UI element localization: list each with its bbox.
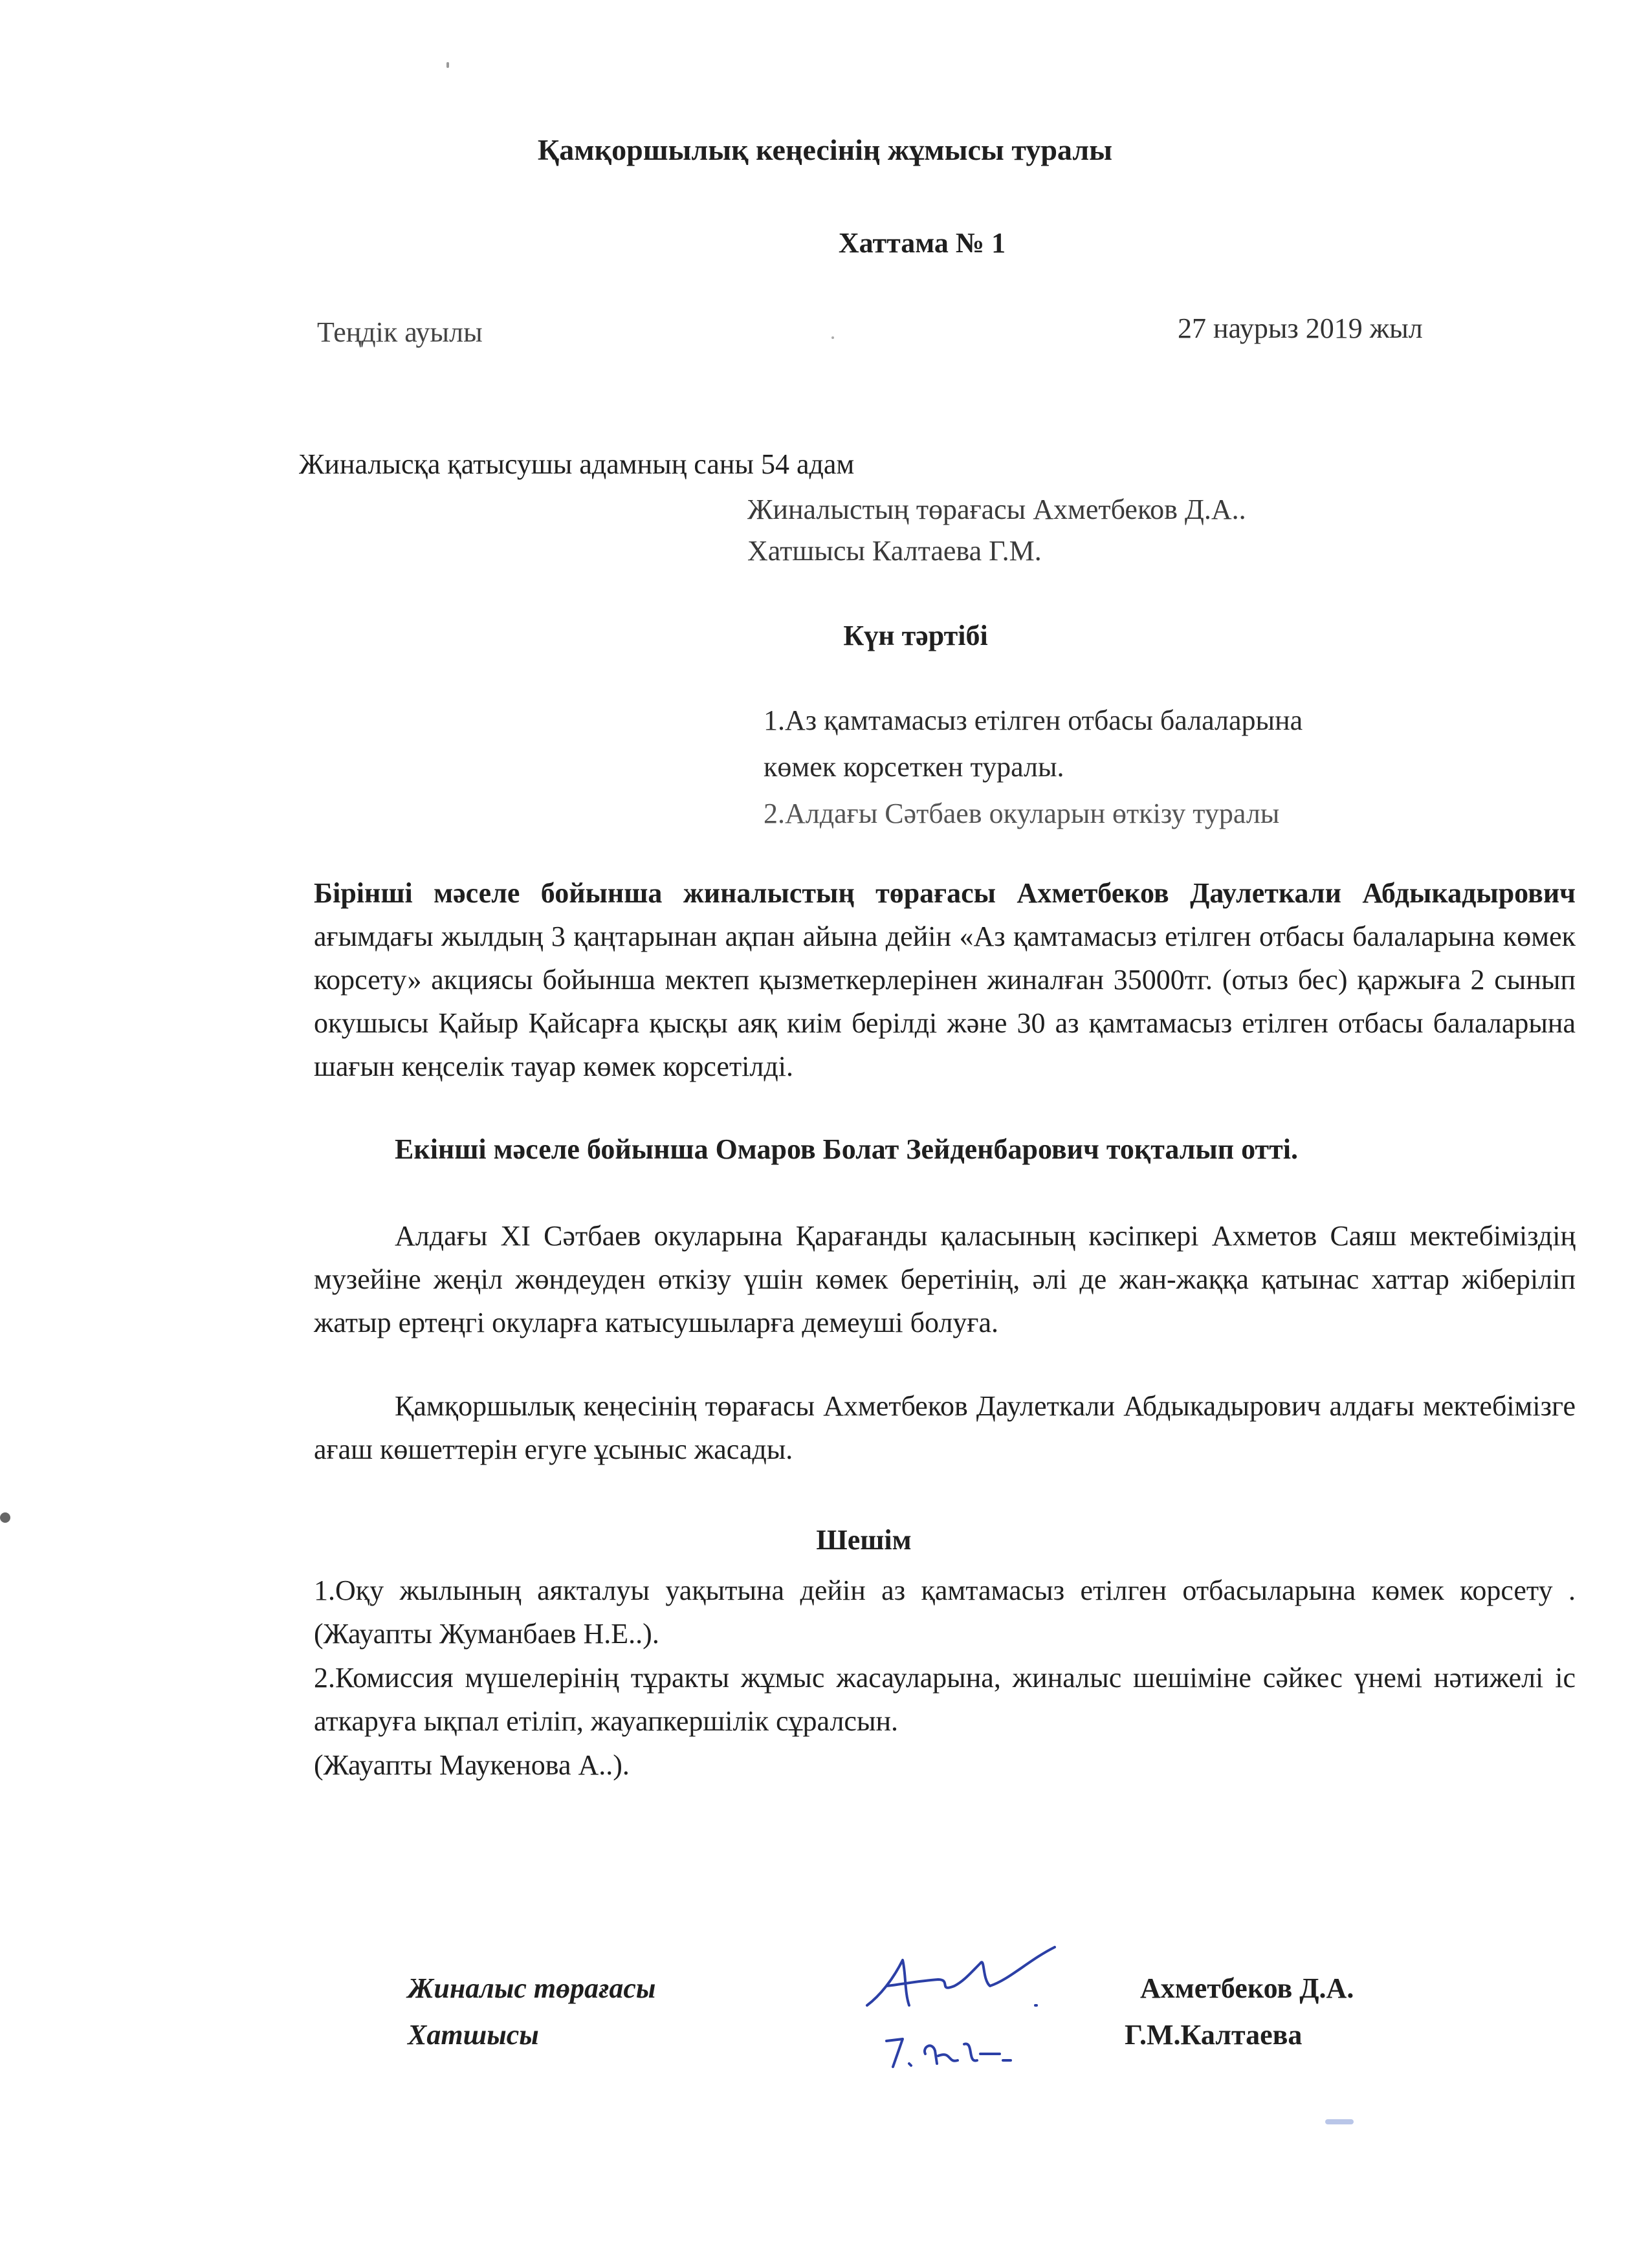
chair-signature-stroke: [867, 1947, 1055, 2005]
secretary-signature-stroke: [886, 2039, 1011, 2067]
protocol-number: Хаттама № 1: [838, 227, 1006, 259]
scan-speck: [446, 62, 449, 68]
signature-name-chair: Ахметбеков Д.А.: [1140, 1972, 1354, 2004]
signature-name-secretary: Г.М.Калтаева: [1125, 2019, 1303, 2051]
agenda-item-2: 2.Алдағы Сәтбаев окуларын өткізу туралы: [764, 798, 1280, 829]
scan-speck: [831, 336, 834, 339]
document-title: Қамқоршылық кеңесінің жұмысы туралы: [537, 133, 1113, 166]
secretary-line: Хатшысы Калтаева Г.М.: [747, 535, 1042, 567]
paragraph-satbayev-readings: Алдағы XI Сәтбаев окуларына Қарағанды қаласының кәсіпкері Ахметов Саяш мектебіміздің музейіне жеңіл жөндеуден өткізу үшін көмек беретінің, әлі де жан-жаққа қатынас хаттар жіберіліп жатыр ертеңгі окуларға катысушыларға демеуші болуға.: [314, 1220, 1576, 1338]
signature-role-secretary: Хатшысы: [408, 2019, 539, 2051]
meeting-place: Теңдік ауылы: [317, 316, 483, 348]
decision-title: Шешім: [816, 1524, 912, 1556]
scan-edge-mark: [0, 1512, 10, 1523]
paragraph-first-issue: [314, 871, 1576, 1088]
agenda-title: Күн тәртібі: [843, 620, 988, 651]
decision-item-2: 2.Комиссия мүшелерінің тұракты жұмыс жасауларына, жиналыс шешіміне сәйкес үнемі нәтижелі іс аткаруға ықпал етіліп, жауапкершілік сұралсын.: [314, 1662, 1576, 1737]
first-issue-lead: Бірінші мәселе бойынша жиналыстың төрағасы Ахметбеков Даулеткали Абдыкадырович: [314, 877, 1576, 909]
decision-item-1: 1.Оқу жылының аякталуы уақытына дейін аз қамтамасыз етілген отбасыларына көмек корсету .(Жауапты Жуманбаев Н.Е..).: [314, 1575, 1576, 1650]
paragraph-tree-planting: Қамқоршылық кеңесінің төрағасы Ахметбеков Даулеткали Абдыкадырович алдағы мектебімізге ағаш көшеттерін егуге ұсыныс жасады.: [314, 1390, 1576, 1465]
scan-speck: [1325, 2119, 1354, 2124]
meeting-date: 27 наурыз 2019 жыл: [1178, 312, 1423, 344]
paragraph-second-issue: Екінші мәселе бойынша Омаров Болат Зейденбарович тоқталып отті.: [395, 1133, 1299, 1165]
participants-count: Жиналысқа қатысушы адамның саны 54 адам: [299, 448, 855, 480]
chair-line: Жиналыстың төрағасы Ахметбеков Д.А..: [747, 494, 1246, 525]
agenda-item-1-line-1: 1.Аз қамтамасыз етілген отбасы балаларына: [764, 704, 1303, 736]
handwritten-signatures: [841, 1934, 1087, 2083]
decision-item-2-responsible: (Жауапты Маукенова А..).: [314, 1749, 630, 1781]
signature-role-chair: Жиналыс төрағасы: [408, 1972, 656, 2004]
agenda-item-1-line-2: көмек корсеткен туралы.: [764, 751, 1064, 783]
first-issue-text: ағымдағы жылдың 3 қаңтарынан ақпан айына дейін «Аз қамтамасыз етілген отбасы балаларына көмек корсету» акциясы бойынша мектеп қызметкерлерінен жиналған 35000тг. (отыз бес) қаржыға 2 сынып окушысы Қайыр Қайсарға қысқы аяқ киім берілді және 30 аз қамтамасыз етілген отбасы балаларына шағын кеңселік тауар көмек корсетілді.: [314, 921, 1576, 1082]
